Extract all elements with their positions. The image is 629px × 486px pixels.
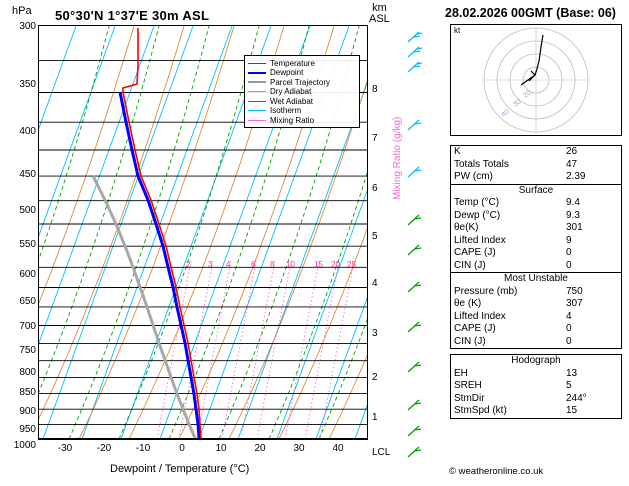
legend-swatch-isotherm bbox=[248, 110, 266, 111]
pressure-tick-500: 500 bbox=[19, 205, 36, 216]
height-tick-6: 6 bbox=[372, 183, 378, 194]
wind-barb-icon bbox=[406, 280, 422, 294]
stat-label-sfc-cape: CAPE (J) bbox=[454, 247, 496, 258]
stat-label-mu-lifted-index: Lifted Index bbox=[454, 310, 506, 322]
table-row bbox=[451, 146, 622, 159]
stat-value-mu-lifted-index: 4 bbox=[566, 310, 572, 322]
stat-value-stmspd: 15 bbox=[566, 405, 578, 416]
table-row bbox=[451, 311, 622, 324]
table-row bbox=[451, 323, 622, 336]
stat-value-sfc-lifted-index: 9 bbox=[566, 234, 572, 246]
stat-label-sfc-cin: CIN (J) bbox=[454, 259, 486, 271]
hodograph-stats-table bbox=[450, 354, 622, 419]
info-panel bbox=[443, 0, 629, 486]
stat-value-mu-cin: 0 bbox=[566, 335, 572, 347]
lcl-label: LCL bbox=[372, 447, 391, 458]
hodograph-ring-label-40: 40 bbox=[500, 108, 511, 119]
wind-barb-icon bbox=[406, 424, 422, 438]
km-label-line2: ASL bbox=[369, 13, 390, 25]
table-row bbox=[451, 171, 622, 184]
pressure-tick-1000: 1000 bbox=[13, 440, 36, 451]
legend-label-mixing-ratio: Mixing Ratio bbox=[270, 115, 315, 125]
height-tick-3: 3 bbox=[372, 328, 378, 339]
stat-label-mu-cape: CAPE (J) bbox=[454, 323, 496, 334]
legend-label-dry-adiabat: Dry Adiabat bbox=[270, 87, 312, 96]
wind-barb-icon bbox=[406, 165, 422, 179]
stat-label-eh: EH bbox=[454, 367, 468, 379]
height-tick-2: 2 bbox=[372, 372, 378, 383]
wind-barb-icon bbox=[406, 320, 422, 334]
pressure-tick-600: 600 bbox=[19, 269, 36, 280]
legend-swatch-temperature bbox=[248, 63, 266, 64]
stat-value-mu-cape: 0 bbox=[566, 323, 572, 334]
legend-swatch-dry-adiabat bbox=[248, 91, 266, 92]
height-tick-8: 8 bbox=[372, 84, 378, 95]
table-row bbox=[451, 286, 622, 299]
temp-tick--20: -20 bbox=[96, 443, 112, 454]
stat-label-sfc-lifted-index: Lifted Index bbox=[454, 234, 506, 246]
stat-label-k: K bbox=[454, 146, 461, 157]
table-row bbox=[451, 368, 622, 381]
legend-label-isotherm: Isotherm bbox=[270, 106, 302, 115]
wind-barb-icon bbox=[406, 45, 422, 59]
table-row bbox=[451, 247, 622, 260]
legend-swatch-wet-adiabat bbox=[248, 101, 266, 102]
temp-tick-0: 0 bbox=[179, 443, 185, 454]
wind-barb-icon bbox=[406, 213, 422, 227]
stat-label-mu-theta-e: θe (K) bbox=[454, 298, 482, 309]
stat-value-sfc-temp: 9.4 bbox=[566, 197, 580, 208]
mixing-ratio-axis-label: Mixing Ratio (g/kg) bbox=[392, 116, 403, 200]
stat-label-sfc-theta-e: θe(K) bbox=[454, 222, 479, 233]
hodograph-unit-label: kt bbox=[454, 26, 461, 35]
wind-barb-icon bbox=[406, 243, 422, 257]
stat-label-totals-totals: Totals Totals bbox=[454, 158, 509, 170]
stats-tables bbox=[450, 145, 622, 424]
station-title: 50°30'N 1°37'E 30m ASL bbox=[55, 8, 210, 23]
temp-tick-30: 30 bbox=[293, 443, 305, 454]
table-row bbox=[451, 235, 622, 248]
stat-label-sfc-dewp: Dewp (°C) bbox=[454, 209, 501, 221]
pressure-tick-400: 400 bbox=[19, 126, 36, 137]
table-row bbox=[451, 393, 622, 406]
km-label-line1: km bbox=[372, 2, 387, 14]
mixing-ratio-value-2: 2 bbox=[186, 260, 191, 269]
pressure-tick-650: 650 bbox=[19, 296, 36, 307]
temp-tick--10: -10 bbox=[135, 443, 151, 454]
temp-tick-10: 10 bbox=[215, 443, 227, 454]
legend-swatch-parcel bbox=[248, 81, 266, 83]
wind-barb-icon bbox=[406, 398, 422, 412]
hodograph-header-row bbox=[451, 355, 622, 368]
height-tick-1: 1 bbox=[372, 412, 378, 423]
legend-item-wet-adiabat bbox=[248, 97, 356, 106]
pressure-tick-900: 900 bbox=[19, 406, 36, 417]
legend-swatch-mixing-ratio bbox=[248, 120, 266, 121]
surface-header: Surface bbox=[451, 184, 622, 197]
hodograph-ring-label-20: 20 bbox=[522, 89, 533, 100]
table-row bbox=[451, 405, 622, 418]
legend-item-temperature bbox=[248, 59, 356, 68]
legend-label-parcel-trajectory: Parcel Trajectory bbox=[270, 77, 331, 87]
skewt-plot-area bbox=[38, 25, 368, 440]
valid-datetime: 28.02.2026 00GMT (Base: 06) bbox=[445, 6, 616, 20]
height-tick-7: 7 bbox=[372, 133, 378, 144]
stat-value-totals-totals: 47 bbox=[566, 158, 578, 170]
table-row bbox=[451, 159, 622, 172]
wind-barb-icon bbox=[406, 60, 422, 74]
mixing-ratio-value-4: 4 bbox=[226, 260, 231, 269]
mixing-ratio-value-10: 10 bbox=[286, 260, 295, 269]
hodograph-header: Hodograph bbox=[511, 355, 561, 366]
stat-value-sfc-cape: 0 bbox=[566, 247, 572, 258]
table-row bbox=[451, 298, 622, 311]
temp-tick-20: 20 bbox=[254, 443, 266, 454]
mixing-ratio-value-20: 20 bbox=[331, 260, 340, 269]
most-unstable-header: Most Unstable bbox=[451, 273, 622, 286]
hodograph-axes bbox=[484, 28, 588, 132]
copyright-credit: © weatheronline.co.uk bbox=[449, 466, 544, 477]
table-row bbox=[451, 336, 622, 349]
pressure-tick-450: 450 bbox=[19, 169, 36, 180]
legend-item-parcel-trajectory bbox=[248, 78, 356, 87]
wind-barb-icon bbox=[406, 445, 422, 459]
pressure-tick-350: 350 bbox=[19, 79, 36, 90]
most-unstable-header-row bbox=[451, 273, 622, 286]
table-row bbox=[451, 260, 622, 273]
stat-label-sfc-temp: Temp (°C) bbox=[454, 197, 500, 208]
legend-item-dewpoint bbox=[248, 68, 356, 77]
surface-header-row bbox=[451, 184, 622, 197]
height-axis-unit bbox=[369, 3, 390, 25]
mixing-ratio-value-8: 8 bbox=[270, 260, 275, 269]
legend-label-wet-adiabat: Wet Adiabat bbox=[270, 96, 313, 106]
pressure-tick-700: 700 bbox=[19, 321, 36, 332]
mixing-ratio-value-3: 3 bbox=[208, 260, 213, 269]
stability-indices-table bbox=[450, 145, 622, 349]
pressure-axis-unit: hPa bbox=[12, 5, 32, 17]
legend-item-dry-adiabat bbox=[248, 87, 356, 96]
stat-value-mu-pressure: 750 bbox=[566, 285, 583, 297]
wind-barb-icon bbox=[406, 118, 422, 132]
wind-barb-icon bbox=[406, 360, 422, 374]
pressure-tick-800: 800 bbox=[19, 367, 36, 378]
pressure-tick-300: 300 bbox=[19, 21, 36, 32]
mixing-ratio-value-25: 25 bbox=[347, 260, 356, 269]
mixing-ratio-value-15: 15 bbox=[314, 260, 323, 269]
stat-value-sfc-cin: 0 bbox=[566, 259, 572, 271]
temperature-line bbox=[123, 28, 201, 438]
temp-tick--30: -30 bbox=[57, 443, 73, 454]
temp-tick-40: 40 bbox=[332, 443, 344, 454]
height-tick-4: 4 bbox=[372, 278, 378, 289]
table-row bbox=[451, 197, 622, 210]
stat-value-pw: 2.39 bbox=[566, 171, 586, 182]
legend-item-mixing-ratio bbox=[248, 116, 356, 125]
stat-value-mu-theta-e: 307 bbox=[566, 298, 583, 309]
chart-legend bbox=[244, 55, 360, 128]
legend-item-isotherm bbox=[248, 106, 356, 115]
hodograph-ring-label-30: 30 bbox=[512, 98, 523, 109]
stat-label-mu-pressure: Pressure (mb) bbox=[454, 285, 518, 297]
hodograph-panel bbox=[450, 24, 622, 136]
wind-barb-icon bbox=[406, 30, 422, 44]
table-row bbox=[451, 380, 622, 393]
legend-label-dewpoint: Dewpoint bbox=[270, 68, 304, 77]
stat-value-sreh: 5 bbox=[566, 380, 572, 391]
table-row bbox=[451, 222, 622, 235]
stat-label-stmspd: StmSpd (kt) bbox=[454, 405, 507, 416]
stat-value-stmdir: 244° bbox=[566, 392, 587, 404]
pressure-tick-550: 550 bbox=[19, 239, 36, 250]
stat-label-pw: PW (cm) bbox=[454, 171, 493, 182]
stat-value-k: 26 bbox=[566, 146, 578, 157]
pressure-tick-750: 750 bbox=[19, 345, 36, 356]
stat-value-eh: 13 bbox=[566, 367, 578, 379]
pressure-tick-950: 950 bbox=[19, 424, 36, 435]
legend-swatch-dewpoint bbox=[248, 72, 266, 74]
stat-label-stmdir: StmDir bbox=[454, 392, 485, 404]
mixing-ratio-value-6: 6 bbox=[251, 260, 256, 269]
hodograph-svg bbox=[451, 25, 621, 135]
stat-label-sreh: SREH bbox=[454, 380, 482, 391]
stat-label-mu-cin: CIN (J) bbox=[454, 335, 486, 347]
x-axis-label: Dewpoint / Temperature (°C) bbox=[110, 463, 250, 475]
height-tick-5: 5 bbox=[372, 231, 378, 242]
stat-value-sfc-dewp: 9.3 bbox=[566, 209, 580, 221]
legend-label-temperature: Temperature bbox=[270, 58, 315, 68]
pressure-tick-850: 850 bbox=[19, 387, 36, 398]
stat-value-sfc-theta-e: 301 bbox=[566, 222, 583, 233]
table-row bbox=[451, 210, 622, 223]
